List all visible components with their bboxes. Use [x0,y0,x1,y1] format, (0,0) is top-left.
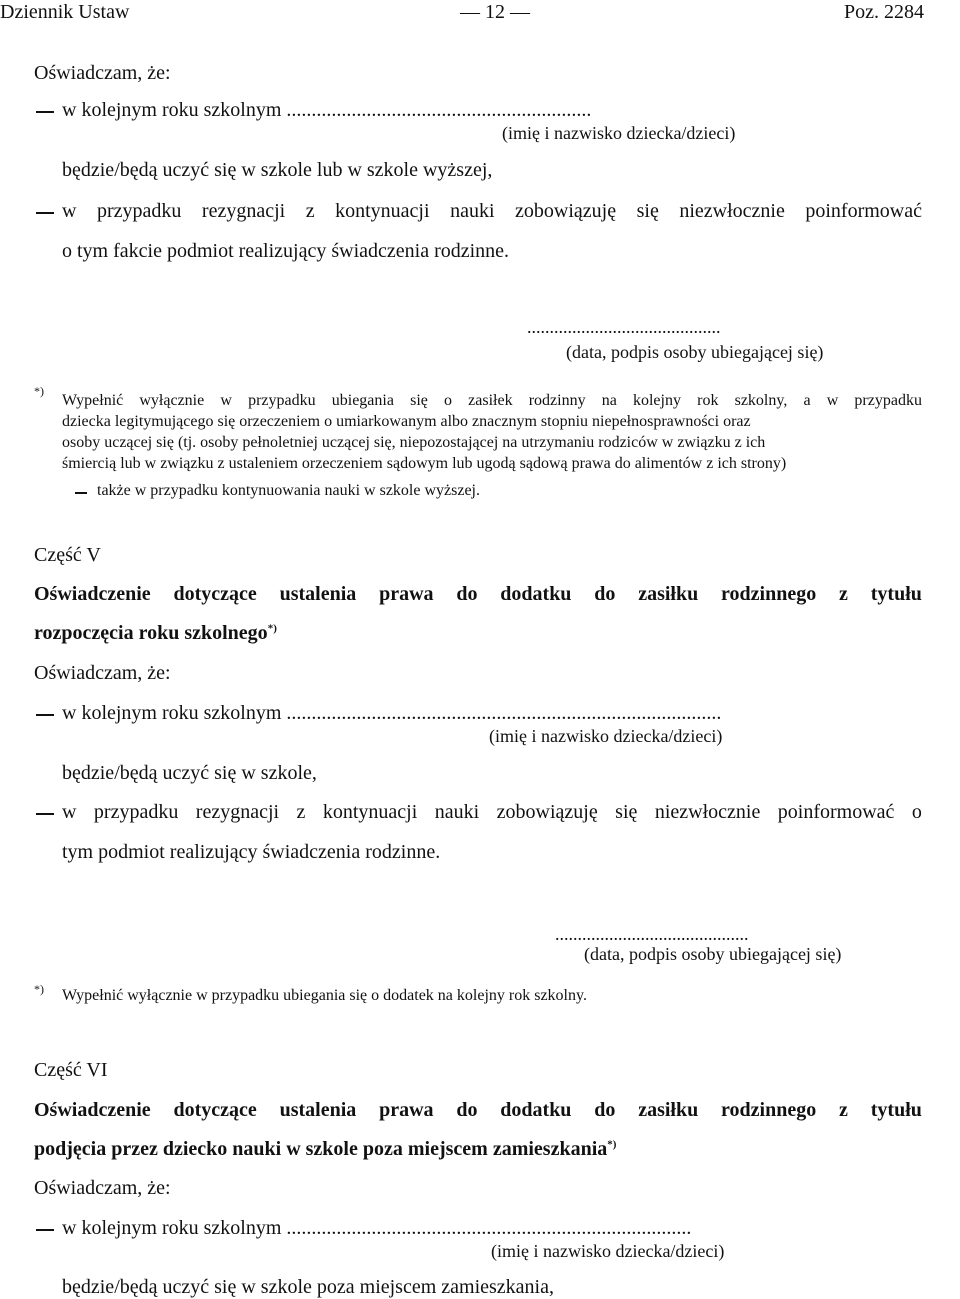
list-dash [36,111,54,113]
word: zasiłku [638,583,699,605]
footnote-line-2: dziecka legitymującego się orzeczeniem o umiarkowanym albo znacznym stopniu niepełnosprawności oraz [62,413,751,430]
word: ubiegania [331,392,394,409]
word: dodatku [500,583,572,605]
signature-dots: ........................................... [527,317,721,337]
word: w [62,801,77,823]
word: na [601,392,617,409]
list-item-continuation: będzie/będą uczyć się w szkole poza miejscem zamieszkania, [62,1276,554,1298]
footnote-line-3: osoby uczącej się (tj. osoby pełnoletniej uczącej się, niepozostającej na utrzymaniu rodziców w związku z ich [62,434,766,451]
list-item-continuation: będzie/będą uczyć się w szkole, [62,762,317,784]
resignation-line1 [62,199,922,223]
word: przypadku [854,392,922,409]
word: prawa [379,583,434,605]
word: Oświadczenie [34,1099,151,1121]
word: w [62,200,77,222]
list-item-resignation [62,800,922,824]
word: się [410,392,428,409]
word: z [305,200,315,222]
word: do [594,583,616,605]
declare-label: Oświadczam, że: [34,1177,171,1199]
list-item-school-year: w kolejnym roku szkolnym ................................................................................. [62,1217,692,1239]
word: dotyczące [173,1099,257,1121]
footnote-mark: *) [34,384,44,398]
word: rezygnacji [195,801,280,823]
word: w [220,392,232,409]
list-item-school-year: w kolejnym roku szkolnym ....................................................................................... [62,702,722,724]
word: Wypełnić [62,392,124,409]
child-name-caption: (imię i nazwisko dziecka/dzieci) [489,726,723,746]
declare-label: Oświadczam, że: [34,662,171,684]
word: rodzinnego [721,1099,817,1121]
word: dodatku [500,1099,572,1121]
word: ustalenia [279,583,357,605]
signature-dots: ........................................... [555,924,749,944]
word: z [839,583,848,605]
resignation-line2: tym podmiot realizujący świadczenia rodzinne. [62,841,441,863]
word: ustalenia [279,1099,357,1121]
declare-label: Oświadczam, że: [34,62,171,84]
word: dotyczące [173,583,257,605]
word: nauki [434,801,480,823]
word: do [456,583,478,605]
list-item-school-year: w kolejnym roku szkolnym ............................................................. [62,99,592,121]
resignation-line2: o tym fakcie podmiot realizujący świadczenia rodzinne. [62,240,510,262]
word: kolejny [632,392,681,409]
child-name-caption: (imię i nazwisko dziecka/dzieci) [491,1241,725,1261]
part-6-title-line2 [34,1137,616,1161]
word: poinformować [777,801,895,823]
word: do [456,1099,478,1121]
footnote-line-1 [62,390,922,411]
word: w [826,392,839,409]
part-5-title-line2 [34,621,277,645]
position-number: Poz. 2284 [844,1,924,23]
footnote-text: Wypełnić wyłącznie w przypadku ubiegania się o dodatek na kolejny rok szkolny. [62,987,587,1004]
word: Oświadczenie [34,583,151,605]
word: poinformować [805,200,922,222]
footnote-line-5: także w przypadku kontynuowania nauki w szkole wyższej. [97,482,480,499]
word: szkolny, [734,392,788,409]
part-6-title-mark: *) [607,1138,617,1151]
journal-name: Dziennik Ustaw [0,1,130,23]
list-dash [36,212,54,214]
word: rodzinny [528,392,586,409]
word: zasiłek [468,392,513,409]
part-6-title-text [34,1098,922,1122]
word: z [839,1099,848,1121]
page-number: — 12 — [460,1,530,23]
word: zasiłku [638,1099,699,1121]
part-5-heading: Część V [34,544,101,566]
word: przypadku [96,200,182,222]
part-6-heading: Część VI [34,1059,108,1081]
part-6-title-text2: podjęcia przez dziecko nauki w szkole poza miejscem zamieszkania [34,1138,608,1160]
part-5-title-text [34,582,922,606]
word: niezwłocznie [654,801,761,823]
word: tytułu [870,583,922,605]
footnote-mark: *) [34,982,44,996]
list-dash [36,1229,54,1231]
footnote-dash [75,492,87,494]
footnote-text [62,390,922,474]
word: wyłącznie [139,392,205,409]
word: nauki [450,200,495,222]
word: do [594,1099,616,1121]
part-5-title-line1 [34,582,922,606]
word: zobowiązuję [496,801,598,823]
child-name-caption: (imię i nazwisko dziecka/dzieci) [502,123,736,143]
word: o [911,801,922,823]
word: tytułu [870,1099,922,1121]
word: prawa [379,1099,434,1121]
word: się [636,200,659,222]
word: kontynuacji [335,200,430,222]
word: przypadku [93,801,179,823]
signature-caption: (data, podpis osoby ubiegającej się) [584,944,842,964]
word: zobowiązuję [515,200,617,222]
word: rodzinnego [721,583,817,605]
list-dash [36,714,54,716]
word: a [803,392,811,409]
part-5-title-text2: rozpoczęcia roku szkolnego [34,622,268,644]
word: rok [697,392,719,409]
list-item-continuation: będzie/będą uczyć się w szkole lub w szkole wyższej, [62,159,493,181]
resignation-line1 [62,800,922,824]
signature-caption: (data, podpis osoby ubiegającej się) [566,342,824,362]
word: się [615,801,638,823]
part-5-title-mark: *) [267,622,277,635]
list-item-resignation [62,199,922,223]
part-6-title-line1 [34,1098,922,1122]
word: z [296,801,306,823]
footnote-line [62,390,922,411]
word: niezwłocznie [679,200,785,222]
word: przypadku [248,392,316,409]
word: rezygnacji [201,200,286,222]
word: o [444,392,453,409]
footnote-line-4: śmiercią lub w związku z ustaleniem orzeczeniem sądowym lub ugodą sądową prawa do alimentów z ich strony) [62,455,787,472]
list-dash [36,813,54,815]
word: kontynuacji [322,801,418,823]
